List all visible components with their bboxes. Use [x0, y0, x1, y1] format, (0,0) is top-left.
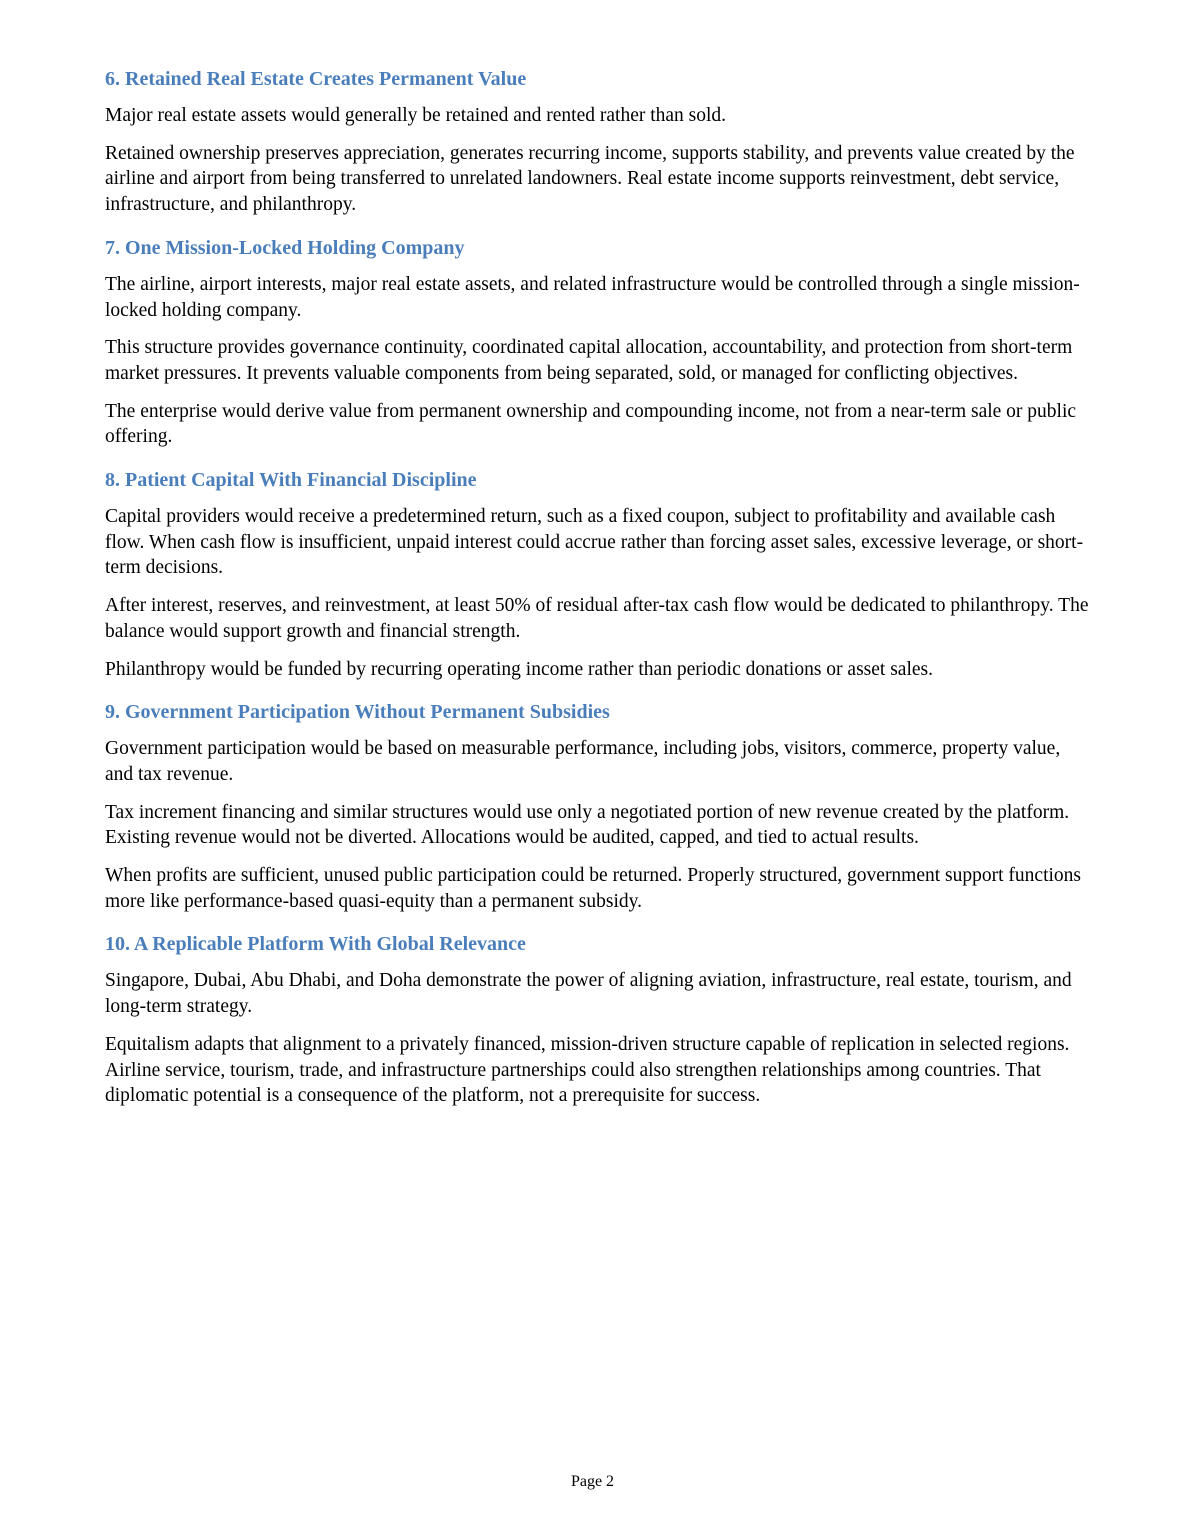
section-heading: 9. Government Participation Without Permanent Subsidies	[105, 701, 610, 724]
paragraph: Philanthropy would be funded by recurring operating income rather than periodic donations or asset sales.	[105, 658, 933, 680]
paragraph: The airline, airport interests, major real estate assets, and related infrastructure would be controlled through a single mission-locked holding company.	[105, 273, 1080, 321]
section-heading: 7. One Mission-Locked Holding Company	[105, 236, 465, 259]
paragraph: Major real estate assets would generally be retained and rented rather than sold.	[105, 105, 727, 126]
paragraph: Capital providers would receive a predetermined return, such as a fixed coupon, subject to profitability and available cash flow. When cash flow is insufficient, unpaid interest could accrue rather than forcing asset sales, excessive leverage, or short-term decisions.	[105, 506, 1084, 579]
section-heading: 10. A Replicable Platform With Global Relevance	[105, 933, 526, 956]
page-number: Page 2	[570, 1473, 615, 1490]
paragraph: Tax increment financing and similar structures would use only a negotiated portion of new revenue created by the platform. Existing revenue would not be diverted. Allocations would be audited, capped, and tied to actual results.	[105, 801, 1070, 849]
section-replicable-platform	[105, 931, 1090, 1109]
section-government-participation	[105, 699, 1090, 914]
paragraph: Singapore, Dubai, Abu Dhabi, and Doha demonstrate the power of aligning aviation, infrastructure, real estate, tourism, and long-term strategy.	[105, 970, 1072, 1018]
paragraph: Retained ownership preserves appreciation, generates recurring income, supports stability, and prevents value created by the airline and airport from being transferred to unrelated landowners. Real estate income supports reinvestment, debt service, infrastructure, and philanthropy.	[105, 142, 1075, 216]
section-holding-company	[105, 235, 1090, 450]
paragraph: This structure provides governance continuity, coordinated capital allocation, accountability, and protection from short-term market pressures. It prevents valuable components from being separated, sold, or managed for conflicting objectives.	[105, 337, 1073, 384]
section-heading: 6. Retained Real Estate Creates Permanent Value	[105, 68, 527, 90]
paragraph: The enterprise would derive value from permanent ownership and compounding income, not from a near-term sale or public offering.	[105, 400, 1077, 448]
paragraph: When profits are sufficient, unused public participation could be returned. Properly structured, government support functions more like performance-based quasi-equity than a permanent subsidy.	[105, 865, 1081, 912]
paragraph: After interest, reserves, and reinvestment, at least 50% of residual after-tax cash flow would be dedicated to philanthropy. The balance would support growth and financial strength.	[105, 595, 1089, 642]
paragraph: Equitalism adapts that alignment to a privately financed, mission-driven structure capable of replication in selected regions. Airline service, tourism, trade, and infrastructure partnerships could also strengthen relationships among countries. That diplomatic potential is a consequence of the platform, not a prerequisite for success.	[105, 1033, 1070, 1107]
section-retained-real-estate	[105, 66, 1090, 218]
document-page	[105, 66, 1090, 1121]
section-patient-capital	[105, 467, 1090, 682]
paragraph: Government participation would be based on measurable performance, including jobs, visitors, commerce, property value, and tax revenue.	[105, 738, 1061, 785]
section-heading: 8. Patient Capital With Financial Discipline	[105, 469, 477, 492]
